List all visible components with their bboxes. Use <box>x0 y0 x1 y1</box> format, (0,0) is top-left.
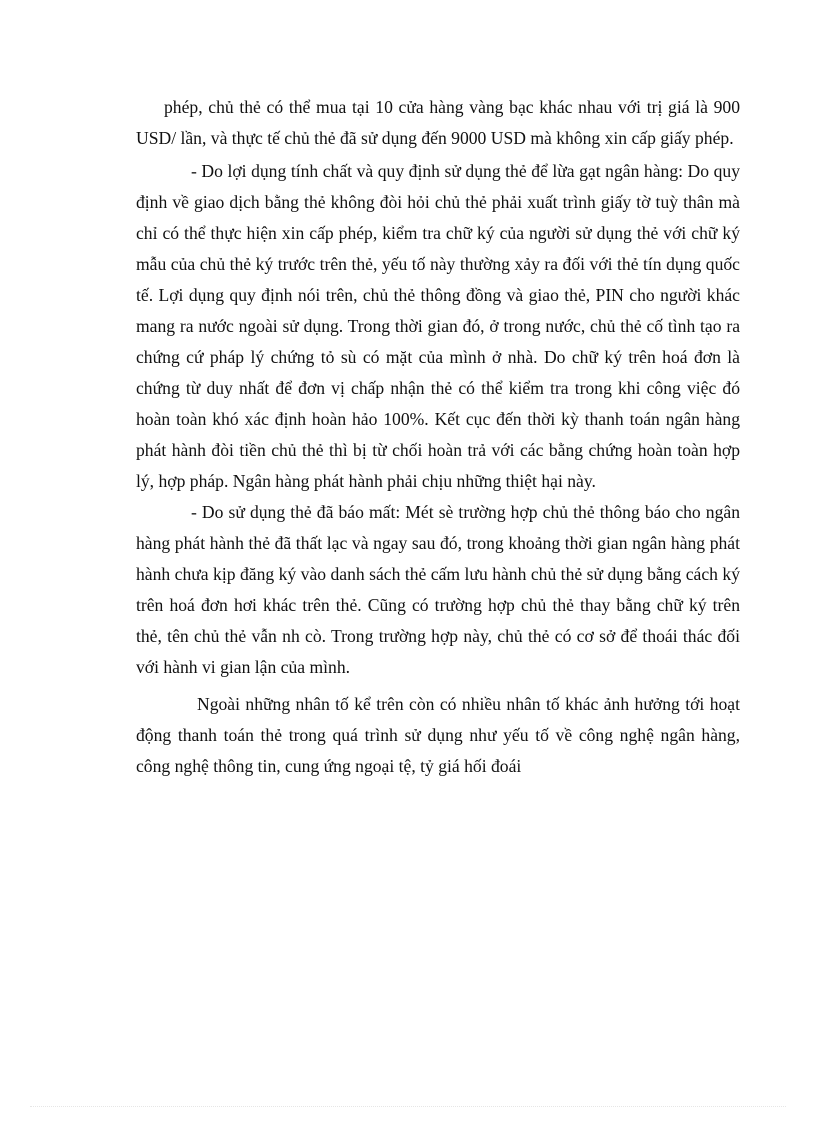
paragraph-continuation: phép, chủ thẻ có thể mua tại 10 cửa hàng vàng bạc khác nhau với trị giá là 900 USD/ lần, và thực tế chủ thẻ đã sử dụng đến 9000 USD mà không xin cấp giấy phép. <box>136 97 740 148</box>
paragraph-lost-card: - Do sử dụng thẻ đã báo mất: Mét sè trường hợp chủ thẻ thông báo cho ngân hàng phát hành thẻ đã thất lạc và ngay sau đó, trong khoảng thời gian ngân hàng phát hành chưa kịp đăng ký vào danh sách thẻ cấm lưu hành chủ thẻ sử dụng bằng cách ký trên hoá đơn hơi khác trên thẻ. Cũng có trường hợp chủ thẻ thay bằng chữ ký trên thẻ, tên chủ thẻ vẫn nh cò. Trong trường hợp này, chủ thẻ có cơ sở để thoái thác đối với hành vi gian lận của mình. <box>136 502 740 677</box>
document-page <box>136 92 740 782</box>
paragraph-other-factors: Ngoài những nhân tố kể trên còn có nhiều nhân tố khác ảnh hưởng tới hoạt động thanh toán thẻ trong quá trình sử dụng như yếu tố về công nghệ ngân hàng, công nghệ thông tin, cung ứng ngoại tệ, tỷ giá hối đoái <box>136 694 740 776</box>
paragraph-card-misuse: - Do lợi dụng tính chất và quy định sử dụng thẻ để lừa gạt ngân hàng: Do quy định về giao dịch bằng thẻ không đòi hỏi chủ thẻ phải xuất trình giấy tờ tuỳ thân mà chỉ có thể thực hiện xin cấp phép, kiểm tra chữ ký của người sử dụng thẻ với chữ ký mẫu của chủ thẻ ký trước trên thẻ, yếu tố này thường xảy ra đối với thẻ tín dụng quốc tế. Lợi dụng quy định nói trên, chủ thẻ thông đồng và giao thẻ, PIN cho người khác mang ra nước ngoài sử dụng. Trong thời gian đó, ở trong nước, chủ thẻ cố tình tạo ra chứng cứ pháp lý chứng tỏ sù có mặt của mình ở nhà. Do chữ ký trên hoá đơn là chứng từ duy nhất để đơn vị chấp nhận thẻ có thể kiểm tra trong khi công việc đó hoàn toàn khó xác định hoàn hảo 100%. Kết cục đến thời kỳ thanh toán ngân hàng phát hành đòi tiền chủ thẻ thì bị từ chối hoàn trả với các bằng chứng hoàn toàn hợp lý, hợp pháp. Ngân hàng phát hành phải chịu những thiệt hại này. <box>136 161 740 491</box>
page-bottom-divider <box>30 1106 786 1107</box>
